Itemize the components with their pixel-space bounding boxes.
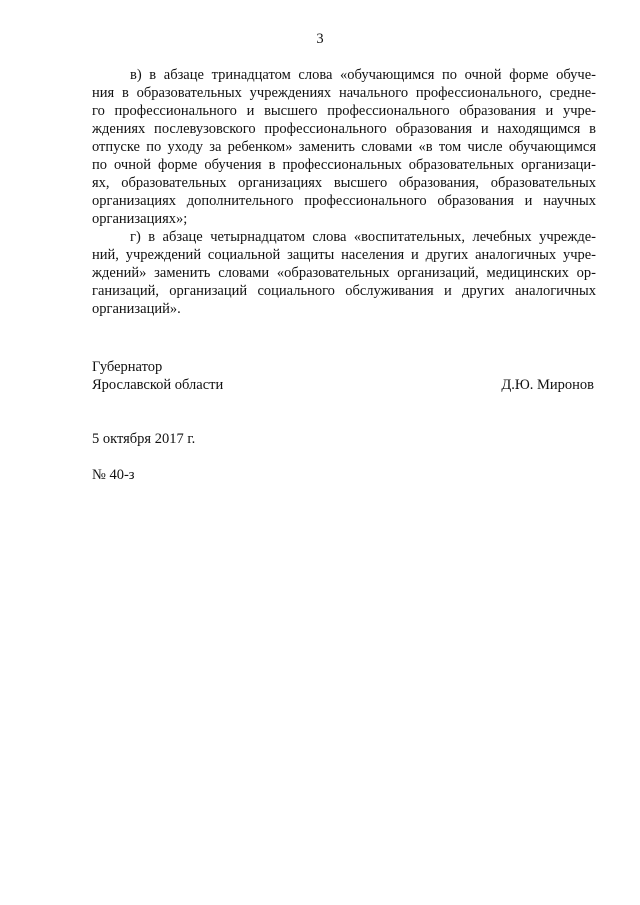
paragraph-line: отпуске по уходу за ребенком» заменить словами «в том числе обучающимся	[92, 139, 596, 155]
paragraph-line: ях, образовательных организациях высшего образования, образовательных	[92, 175, 596, 191]
paragraph-line: в) в абзаце тринадцатом слова «обучающимся по очной форме обуче-	[130, 67, 596, 83]
paragraph-line: ния в образовательных учреждениях начального профессионального, средне-	[92, 85, 596, 101]
page-number: 3	[316, 31, 324, 47]
law-number: № 40-з	[92, 467, 135, 483]
paragraph-line: ждениях послевузовского профессионального образования и находящимся в	[92, 121, 596, 137]
paragraph-line: по очной форме обучения в профессиональных образовательных организаци-	[92, 157, 596, 173]
paragraph-line: ганизаций, организаций социального обслуживания и других аналогичных	[92, 283, 596, 299]
paragraph-line: ний, учреждений социальной защиты населения и других аналогичных учре-	[92, 247, 596, 263]
document-date: 5 октября 2017 г.	[92, 431, 196, 447]
paragraph-line: организаций».	[92, 301, 181, 317]
paragraph-line: г) в абзаце четырнадцатом слова «воспитательных, лечебных учрежде-	[130, 229, 596, 245]
signatory-region: Ярославской области	[92, 377, 224, 393]
paragraph-line: организациях дополнительного профессионального образования и научных	[92, 193, 596, 209]
paragraph-line: организациях»;	[92, 211, 188, 227]
paragraph-line: ждений» заменить словами «образовательных организаций, медицинских ор-	[92, 265, 596, 281]
signatory-title: Губернатор	[92, 359, 163, 375]
signatory-name: Д.Ю. Миронов	[501, 377, 594, 393]
paragraph-line: го профессионального и высшего профессионального образования и учре-	[92, 103, 596, 119]
